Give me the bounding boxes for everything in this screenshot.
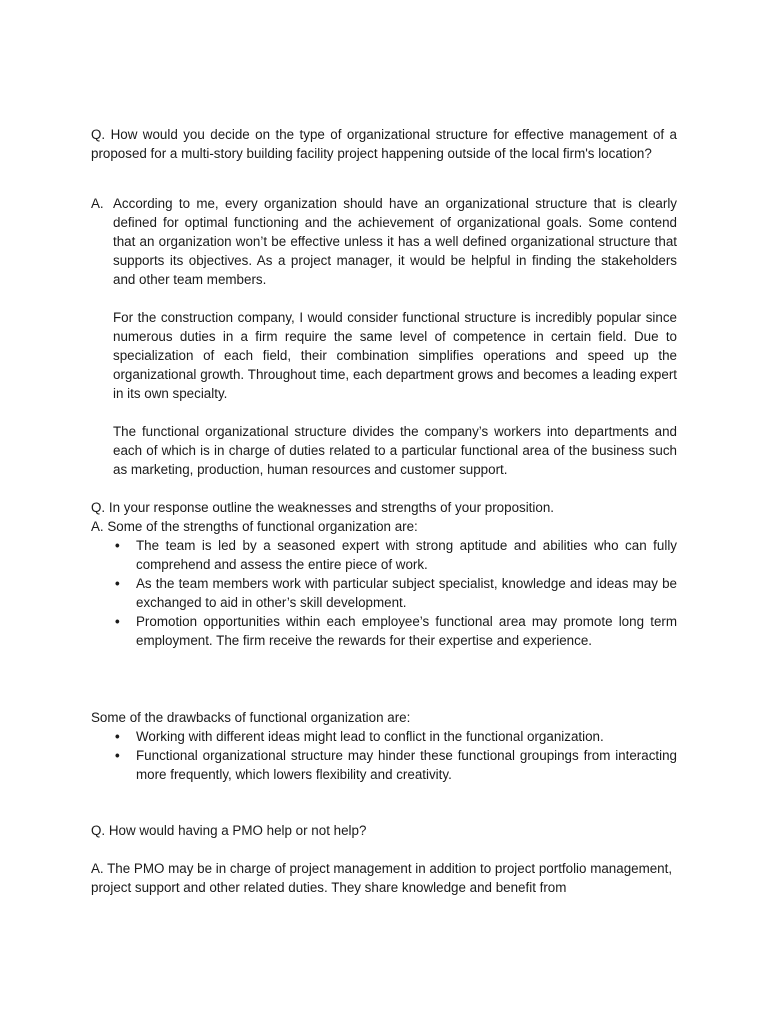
- answer-2-intro: A. Some of the strengths of functional organization are:: [91, 519, 418, 534]
- bullet-icon: •: [115, 614, 120, 629]
- strength-text: As the team members work with particular subject specialist, knowledge and ideas may be exchanged to aid in other’s skill development.: [136, 576, 677, 610]
- answer-1-paragraph-2: For the construction company, I would consider functional structure is incredibly popular since numerous duties in a firm require the same level of competence in certain field. Due to specialization of each field, their combination simplifies operations and speed up the organizational growth. Throughout time, each department grows and becomes a leading expert in its own specialty.: [113, 310, 677, 401]
- answer-1-paragraph-1: According to me, every organization should have an organizational structure that is clearly defined for optimal functioning and the achievement of organizational goals. Some contend that an organization won’t be effective unless it has a well defined organizational structure that supports its objectives. As a project manager, it would be helpful in finding the stakeholders and other team members.: [113, 196, 677, 287]
- list-item: [91, 574, 677, 612]
- bullet-icon: •: [115, 576, 120, 591]
- question-2: Q. In your response outline the weaknesses and strengths of your proposition.: [91, 500, 554, 515]
- bullet-icon: •: [115, 748, 120, 763]
- list-item: [91, 746, 677, 784]
- question-3: Q. How would having a PMO help or not help?: [91, 823, 367, 838]
- strengths-list: [91, 536, 677, 650]
- answer-1-paragraph-3: The functional organizational structure divides the company’s workers into departments and each of which is in charge of duties related to a particular functional area of the business such as marketing, production, human resources and customer support.: [113, 424, 677, 477]
- drawback-text: Working with different ideas might lead to conflict in the functional organization.: [136, 729, 604, 744]
- strength-text: Promotion opportunities within each employee’s functional area may promote long term employment. The firm receive the rewards for their expertise and experience.: [136, 614, 677, 648]
- list-item: [91, 612, 677, 650]
- answer-1-marker: A.: [91, 196, 104, 211]
- list-item: [91, 727, 677, 746]
- strength-text: The team is led by a seasoned expert with strong aptitude and abilities who can fully comprehend and assess the entire piece of work.: [136, 538, 677, 572]
- question-1: Q. How would you decide on the type of organizational structure for effective management of a proposed for a multi-story building facility project happening outside of the local firm's location?: [91, 127, 677, 161]
- drawbacks-intro: Some of the drawbacks of functional organization are:: [91, 710, 411, 725]
- drawbacks-list: [91, 727, 677, 784]
- answer-2: [91, 498, 677, 650]
- bullet-icon: •: [115, 538, 120, 553]
- drawback-text: Functional organizational structure may hinder these functional groupings from interacting more frequently, which lowers flexibility and creativity.: [136, 748, 677, 782]
- answer-3: A. The PMO may be in charge of project management in addition to project portfolio management, project support and other related duties. They share knowledge and benefit from: [91, 861, 673, 895]
- bullet-icon: •: [115, 729, 120, 744]
- drawbacks-section: [91, 708, 677, 784]
- list-item: [91, 536, 677, 574]
- answer-1: [91, 194, 677, 498]
